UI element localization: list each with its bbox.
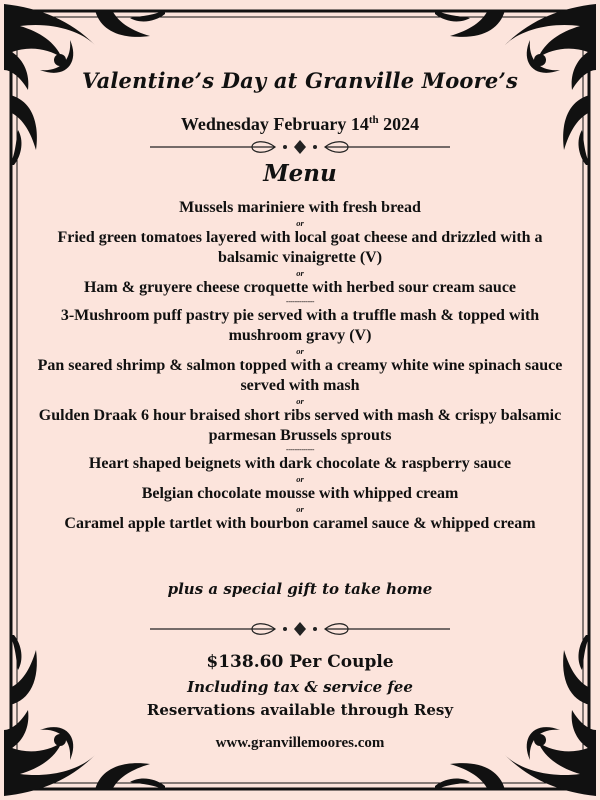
course-separator: ------------- xyxy=(285,297,315,306)
or-separator: or xyxy=(296,396,304,406)
gift-note: plus a special gift to take home xyxy=(167,580,433,598)
menu-item: Gulden Draak 6 hour braised short ribs served with mash & crispy balsamic parmesan Brussels sprouts xyxy=(38,407,562,444)
menu-list xyxy=(30,198,570,534)
or-separator: or xyxy=(296,346,304,356)
or-separator: or xyxy=(296,218,304,228)
menu-item: Ham & gruyere cheese croquette with herbed sour cream sauce xyxy=(83,279,517,296)
menu-item: Belgian chocolate mousse with whipped cream xyxy=(141,485,459,502)
price: $138.60 Per Couple xyxy=(206,652,394,672)
menu-item: Fried green tomatoes layered with local goat cheese and drizzled with a balsamic vinaigrette (V) xyxy=(57,229,543,266)
flourish-divider-icon xyxy=(140,136,460,158)
or-separator: or xyxy=(296,268,304,278)
reservations-note: Reservations available through Resy xyxy=(146,701,454,719)
or-separator: or xyxy=(296,474,304,484)
event-date: Wednesday February 14th 2024 xyxy=(180,114,420,134)
flourish-divider-bottom-icon xyxy=(140,618,460,640)
or-separator: or xyxy=(296,504,304,514)
website-link[interactable]: www.granvillemoores.com xyxy=(215,735,385,751)
page-title: Valentine’s Day at Granville Moore’s xyxy=(82,68,518,93)
menu-item: 3-Mushroom puff pastry pie served with a truffle mash & topped with mushroom gravy (V) xyxy=(60,307,540,344)
menu-item: Caramel apple tartlet with bourbon caramel sauce & whipped cream xyxy=(64,515,536,532)
menu-item: Heart shaped beignets with dark chocolate & raspberry sauce xyxy=(88,455,512,472)
course-separator: ------------- xyxy=(285,445,315,454)
menu-item: Pan seared shrimp & salmon topped with a creamy white wine spinach sauce served with mash xyxy=(37,357,563,394)
tax-note: Including tax & service fee xyxy=(187,678,413,696)
menu-heading: Menu xyxy=(263,160,337,187)
menu-item: Mussels mariniere with fresh bread xyxy=(179,199,421,216)
